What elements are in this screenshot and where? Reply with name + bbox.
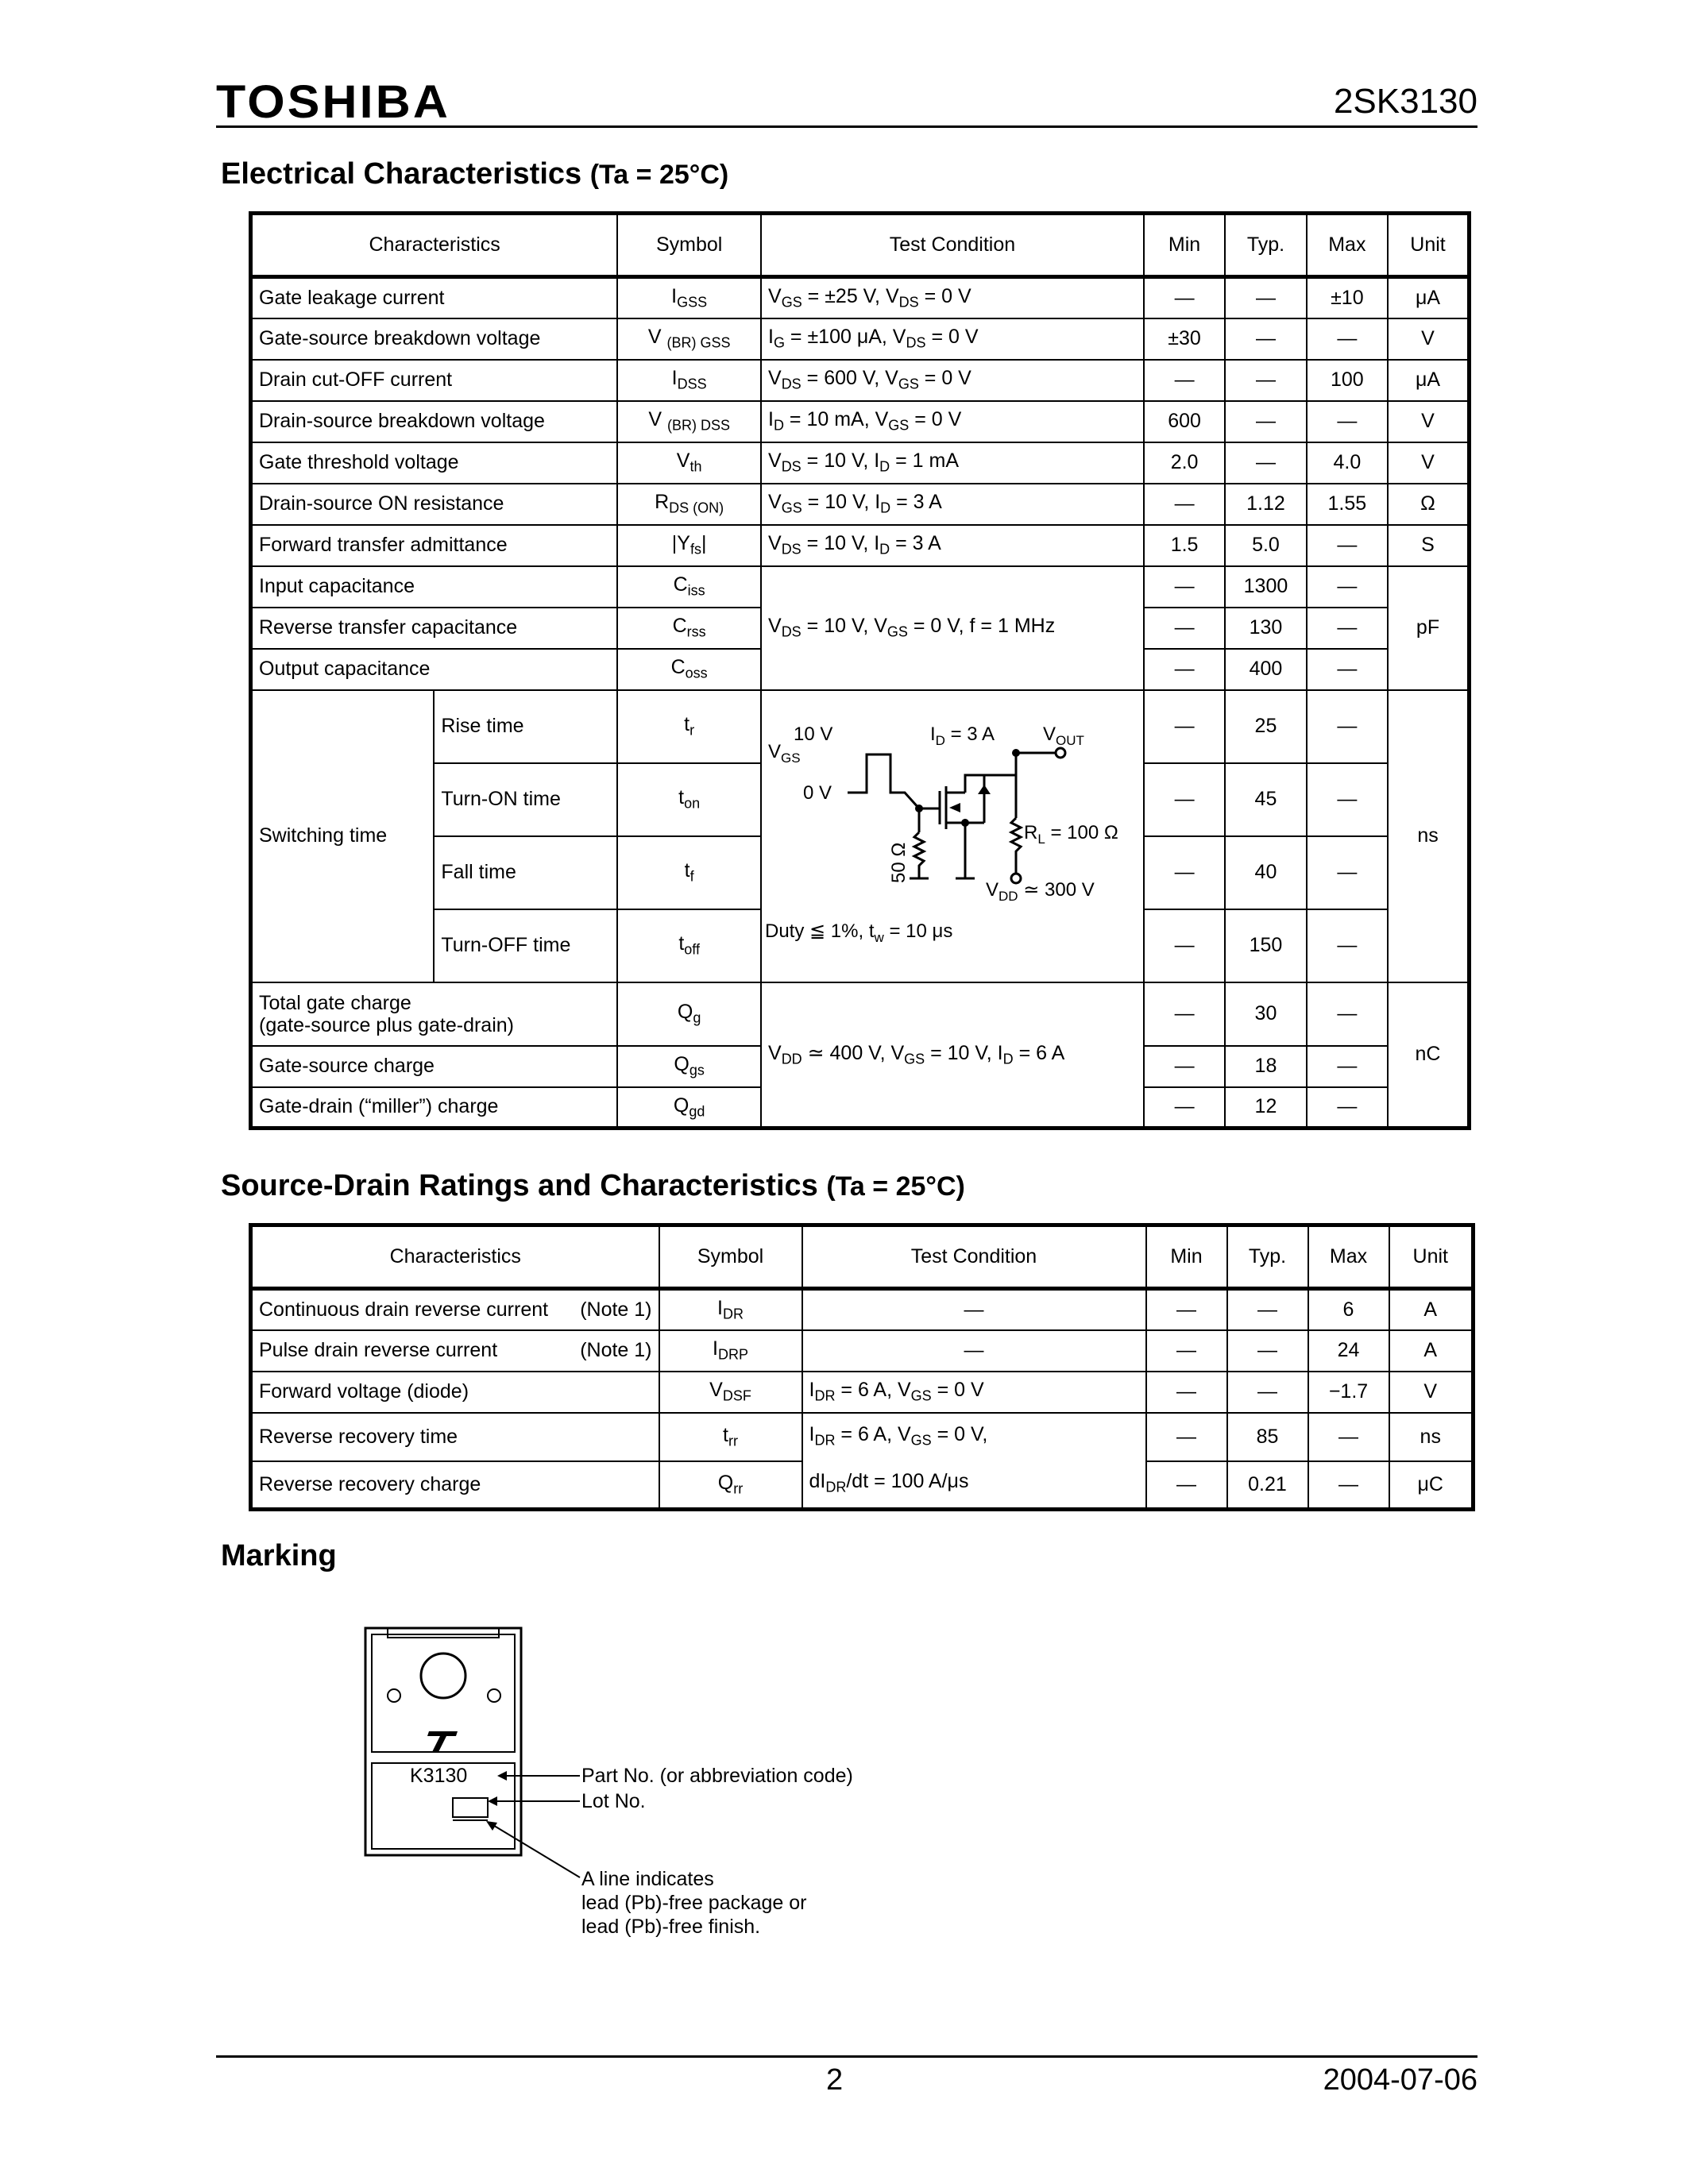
row-max: 100 xyxy=(1307,360,1388,401)
row-typ: 40 xyxy=(1225,836,1306,909)
row-condition: $V_{DS} = 10$ V, $I_D = 3$ A xyxy=(761,525,1144,566)
table-row xyxy=(251,1372,1474,1413)
vgs-low-label: 0 V xyxy=(803,781,832,804)
row-min: — xyxy=(1144,608,1225,649)
row-max: — xyxy=(1307,1087,1388,1129)
toshiba-logo-icon xyxy=(427,1731,458,1752)
row-unit: Ω xyxy=(1388,484,1469,525)
row-condition: $I_D = 10$ mA, $V_{GS} = 0$ V xyxy=(761,401,1144,442)
row-typ: 1300 xyxy=(1225,566,1306,608)
table-row xyxy=(251,360,1470,401)
col-header: Min xyxy=(1146,1225,1227,1289)
col-header: Test Condition xyxy=(802,1225,1146,1289)
vdd-label: $V_{DD}$ ≃ 300 V xyxy=(986,878,1095,904)
row-typ: 130 xyxy=(1225,608,1306,649)
table-row xyxy=(251,442,1470,484)
row-symbol: $|Y_{fs}|$ xyxy=(617,525,761,566)
row-name: Total gate charge (gate-source plus gate-drain) xyxy=(251,982,618,1046)
row-name: Reverse transfer capacitance xyxy=(251,608,618,649)
row-condition: $V_{DS} = 10$ V, $V_{GS} = 0$ V, f = 1 MHz xyxy=(761,566,1144,690)
row-typ: 25 xyxy=(1225,690,1306,763)
col-header: Characteristics xyxy=(251,1225,659,1289)
table-row xyxy=(251,318,1470,360)
junction-dot xyxy=(961,819,969,827)
row-condition: $V_{DS} = 10$ V, $I_D = 1$ mA xyxy=(761,442,1144,484)
col-header: Symbol xyxy=(659,1225,802,1289)
row-min: — xyxy=(1144,484,1225,525)
row-symbol: $t_f$ xyxy=(617,836,761,909)
marking-diagram xyxy=(350,1612,921,1954)
row-typ: — xyxy=(1225,360,1306,401)
row-max: — xyxy=(1307,690,1388,763)
row-name: Drain cut-OFF current xyxy=(251,360,618,401)
row-typ: — xyxy=(1227,1330,1308,1372)
lot-number-box xyxy=(453,1798,488,1817)
row-max: ±10 xyxy=(1307,277,1388,318)
row-symbol: $I_{DR}$ xyxy=(659,1289,802,1330)
row-min: ±30 xyxy=(1144,318,1225,360)
row-unit: ns xyxy=(1389,1413,1474,1461)
row-unit: ns xyxy=(1388,690,1469,982)
section-title-source-drain: Source-Drain Ratings and Characteristics (Ta = 25°C) xyxy=(221,1169,965,1202)
row-max: — xyxy=(1307,318,1388,360)
row-min: 2.0 xyxy=(1144,442,1225,484)
row-typ: 85 xyxy=(1227,1413,1308,1461)
col-header: Max xyxy=(1308,1225,1389,1289)
table-header-row xyxy=(251,1225,1474,1289)
row-name: Turn-OFF time xyxy=(434,909,617,982)
pulse-waveform xyxy=(848,754,919,808)
row-name: Forward transfer admittance xyxy=(251,525,618,566)
group-name: Switching time xyxy=(251,690,435,982)
row-max: 1.55 xyxy=(1307,484,1388,525)
row-condition: $V_{GS} = \pm 25$ V, $V_{DS} = 0$ V xyxy=(761,277,1144,318)
table-row xyxy=(251,1330,1474,1372)
arrow-icon xyxy=(497,1771,507,1781)
row-symbol: $Q_{gs}$ xyxy=(617,1046,761,1087)
test-circuit-diagram xyxy=(762,691,1140,982)
part-code: K3130 xyxy=(410,1765,468,1787)
row-min: — xyxy=(1144,982,1225,1046)
row-unit: μC xyxy=(1389,1461,1474,1510)
r50-resistor xyxy=(914,832,924,878)
junction-dot xyxy=(915,805,923,812)
row-min: — xyxy=(1146,1330,1227,1372)
row-max: — xyxy=(1307,763,1388,836)
row-typ: 1.12 xyxy=(1225,484,1306,525)
mounting-hole xyxy=(421,1653,465,1698)
rl-label: $R_L = 100$ Ω xyxy=(1024,821,1118,847)
row-unit: V xyxy=(1388,318,1469,360)
col-header: Max xyxy=(1307,214,1388,277)
row-unit: μA xyxy=(1388,277,1469,318)
row-max: — xyxy=(1307,608,1388,649)
row-max: — xyxy=(1308,1461,1389,1510)
row-condition: $V_{GS} = 10$ V, $I_D = 3$ A xyxy=(761,484,1144,525)
row-symbol: V $_{(BR) GSS}$ xyxy=(617,318,761,360)
row-typ: 150 xyxy=(1225,909,1306,982)
row-name: Gate-drain (“miller”) charge xyxy=(251,1087,618,1129)
row-symbol: $R_{DS (ON)}$ xyxy=(617,484,761,525)
row-name: Output capacitance xyxy=(251,649,618,690)
junction-dot xyxy=(1012,749,1020,757)
row-max: — xyxy=(1307,525,1388,566)
row-max: 4.0 xyxy=(1307,442,1388,484)
row-unit: A xyxy=(1389,1330,1474,1372)
mosfet-arrow xyxy=(949,803,960,812)
row-min: — xyxy=(1146,1413,1227,1461)
row-symbol: $t_r$ xyxy=(617,690,761,763)
row-condition: $V_{DD}$ ≃ 400 V, $V_{GS} = 10$ V, $I_D = 6$ A xyxy=(761,982,1144,1129)
row-symbol: $Q_{rr}$ xyxy=(659,1461,802,1510)
row-name: Gate threshold voltage xyxy=(251,442,618,484)
row-name: Drain-source breakdown voltage xyxy=(251,401,618,442)
table-row xyxy=(251,401,1470,442)
row-typ: 5.0 xyxy=(1225,525,1306,566)
switching-test-circuit xyxy=(761,690,1144,982)
row-min: — xyxy=(1144,763,1225,836)
row-typ: — xyxy=(1227,1372,1308,1413)
row-symbol: $I_{DSS}$ xyxy=(617,360,761,401)
row-unit: A xyxy=(1389,1289,1474,1330)
row-typ: 45 xyxy=(1225,763,1306,836)
row-symbol: $t_{rr}$ xyxy=(659,1413,802,1461)
page-number: 2 xyxy=(826,2063,844,2097)
row-name: Rise time xyxy=(434,690,617,763)
label-line: lead (Pb)-free package or xyxy=(581,1892,807,1914)
row-symbol: $Q_g$ xyxy=(617,982,761,1046)
label-lot-no: Lot No. xyxy=(581,1790,646,1812)
row-max: — xyxy=(1307,566,1388,608)
row-max: −1.7 xyxy=(1308,1372,1389,1413)
footer-rule xyxy=(216,2055,1477,2058)
row-condition: $V_{DS} = 600$ V, $V_{GS} = 0$ V xyxy=(761,360,1144,401)
row-min: 1.5 xyxy=(1144,525,1225,566)
row-name: Reverse recovery charge xyxy=(251,1461,659,1510)
row-name: Forward voltage (diode) xyxy=(251,1372,659,1413)
table-row xyxy=(251,982,1470,1046)
pin-mark xyxy=(488,1689,500,1702)
row-max: — xyxy=(1307,909,1388,982)
table-row xyxy=(251,484,1470,525)
row-symbol: $t_{on}$ xyxy=(617,763,761,836)
vout-terminal xyxy=(1056,748,1065,758)
table-header-row xyxy=(251,214,1470,277)
row-typ: — xyxy=(1225,442,1306,484)
row-symbol: $C_{oss}$ xyxy=(617,649,761,690)
row-typ: — xyxy=(1225,401,1306,442)
row-name: Pulse drain reverse current (Note 1) xyxy=(251,1330,659,1372)
row-min: — xyxy=(1146,1289,1227,1330)
row-min: — xyxy=(1144,1046,1225,1087)
row-max: — xyxy=(1307,649,1388,690)
package-top-notch xyxy=(388,1628,499,1638)
rl-resistor xyxy=(1011,818,1021,875)
part-number: 2SK3130 xyxy=(1333,82,1477,121)
table-row xyxy=(251,525,1470,566)
row-max: — xyxy=(1307,982,1388,1046)
row-unit: S xyxy=(1388,525,1469,566)
section-title-marking: Marking xyxy=(221,1539,337,1572)
duty-label: Duty ≦ 1%, $t_w = 10$ μs xyxy=(765,920,953,945)
vout-label: $V_{OUT}$ xyxy=(1043,723,1084,748)
arrow-icon xyxy=(488,1796,497,1806)
table-row xyxy=(251,277,1470,318)
brand-logo: TOSHIBA xyxy=(216,76,451,128)
row-unit: pF xyxy=(1388,566,1469,690)
row-min: — xyxy=(1144,1087,1225,1129)
row-max: 6 xyxy=(1308,1289,1389,1330)
row-unit: nC xyxy=(1388,982,1469,1129)
col-header: Min xyxy=(1144,214,1225,277)
table-row xyxy=(251,566,1470,608)
row-max: — xyxy=(1307,1046,1388,1087)
row-unit: V xyxy=(1389,1372,1474,1413)
row-condition: $I_{DR} = 6$ A, $V_{GS} = 0$ V, $dI_{DR}/dt = 100$ A/μs xyxy=(802,1413,1146,1510)
row-typ: 400 xyxy=(1225,649,1306,690)
row-min: — xyxy=(1144,836,1225,909)
label-line: A line indicates xyxy=(581,1868,714,1890)
col-header: Unit xyxy=(1388,214,1469,277)
drain-wire xyxy=(965,753,1056,793)
row-name: Gate leakage current xyxy=(251,277,618,318)
pin-mark xyxy=(388,1689,400,1702)
row-symbol: $C_{rss}$ xyxy=(617,608,761,649)
row-unit: V xyxy=(1388,401,1469,442)
row-name: Reverse recovery time xyxy=(251,1413,659,1461)
row-unit: V xyxy=(1388,442,1469,484)
row-max: — xyxy=(1307,836,1388,909)
row-symbol: $I_{DRP}$ xyxy=(659,1330,802,1372)
row-name: Turn-ON time xyxy=(434,763,617,836)
row-symbol: $V_{DSF}$ xyxy=(659,1372,802,1413)
row-typ: — xyxy=(1227,1289,1308,1330)
row-unit: μA xyxy=(1388,360,1469,401)
id-label: $I_D = 3$ A xyxy=(930,723,995,748)
row-name: Input capacitance xyxy=(251,566,618,608)
electrical-characteristics-table xyxy=(249,211,1471,1130)
col-header: Typ. xyxy=(1225,214,1306,277)
row-max: 24 xyxy=(1308,1330,1389,1372)
row-typ: 18 xyxy=(1225,1046,1306,1087)
row-min: — xyxy=(1144,690,1225,763)
row-min: — xyxy=(1146,1372,1227,1413)
row-max: — xyxy=(1307,401,1388,442)
table-row xyxy=(251,1289,1474,1330)
vdd-terminal xyxy=(1011,874,1021,883)
r50-label: 50 Ω xyxy=(888,842,910,883)
label-line: lead (Pb)-free finish. xyxy=(581,1916,761,1938)
row-min: — xyxy=(1144,649,1225,690)
footer-date: 2004-07-06 xyxy=(1323,2063,1477,2097)
row-symbol: $t_{off}$ xyxy=(617,909,761,982)
row-condition: — xyxy=(802,1289,1146,1330)
row-min: 600 xyxy=(1144,401,1225,442)
row-name: Gate-source charge xyxy=(251,1046,618,1087)
col-header: Symbol xyxy=(617,214,761,277)
row-symbol: $C_{iss}$ xyxy=(617,566,761,608)
row-min: — xyxy=(1144,277,1225,318)
row-symbol: $V_{th}$ xyxy=(617,442,761,484)
row-typ: 30 xyxy=(1225,982,1306,1046)
row-min: — xyxy=(1144,360,1225,401)
row-symbol: V $_{(BR) DSS}$ xyxy=(617,401,761,442)
row-symbol: $I_{GSS}$ xyxy=(617,277,761,318)
table-row xyxy=(251,1413,1474,1461)
diode-symbol xyxy=(978,785,991,794)
row-name: Drain-source ON resistance xyxy=(251,484,618,525)
label-part-no: Part No. (or abbreviation code) xyxy=(581,1765,853,1787)
vgs-high-label: 10 V xyxy=(794,723,833,745)
header-rule xyxy=(216,125,1477,128)
row-condition: $I_{DR} = 6$ A, $V_{GS} = 0$ V xyxy=(802,1372,1146,1413)
col-header: Test Condition xyxy=(761,214,1144,277)
col-header: Typ. xyxy=(1227,1225,1308,1289)
row-name: Gate-source breakdown voltage xyxy=(251,318,618,360)
col-header: Unit xyxy=(1389,1225,1474,1289)
row-name: Fall time xyxy=(434,836,617,909)
row-typ: — xyxy=(1225,318,1306,360)
vgs-label: $V_{GS}$ xyxy=(768,740,801,766)
row-name: Continuous drain reverse current (Note 1) xyxy=(251,1289,659,1330)
col-header: Characteristics xyxy=(251,214,618,277)
row-condition: — xyxy=(802,1330,1146,1372)
row-min: — xyxy=(1146,1461,1227,1510)
row-typ: 12 xyxy=(1225,1087,1306,1129)
row-symbol: $Q_{gd}$ xyxy=(617,1087,761,1129)
table-row xyxy=(251,690,1470,763)
row-condition: $I_G = \pm 100$ μA, $V_{DS} = 0$ V xyxy=(761,318,1144,360)
row-max: — xyxy=(1308,1413,1389,1461)
source-drain-table xyxy=(249,1223,1475,1511)
row-min: — xyxy=(1144,566,1225,608)
row-min: — xyxy=(1144,909,1225,982)
row-typ: — xyxy=(1225,277,1306,318)
section-title-electrical: Electrical Characteristics (Ta = 25°C) xyxy=(221,157,729,191)
row-typ: 0.21 xyxy=(1227,1461,1308,1510)
